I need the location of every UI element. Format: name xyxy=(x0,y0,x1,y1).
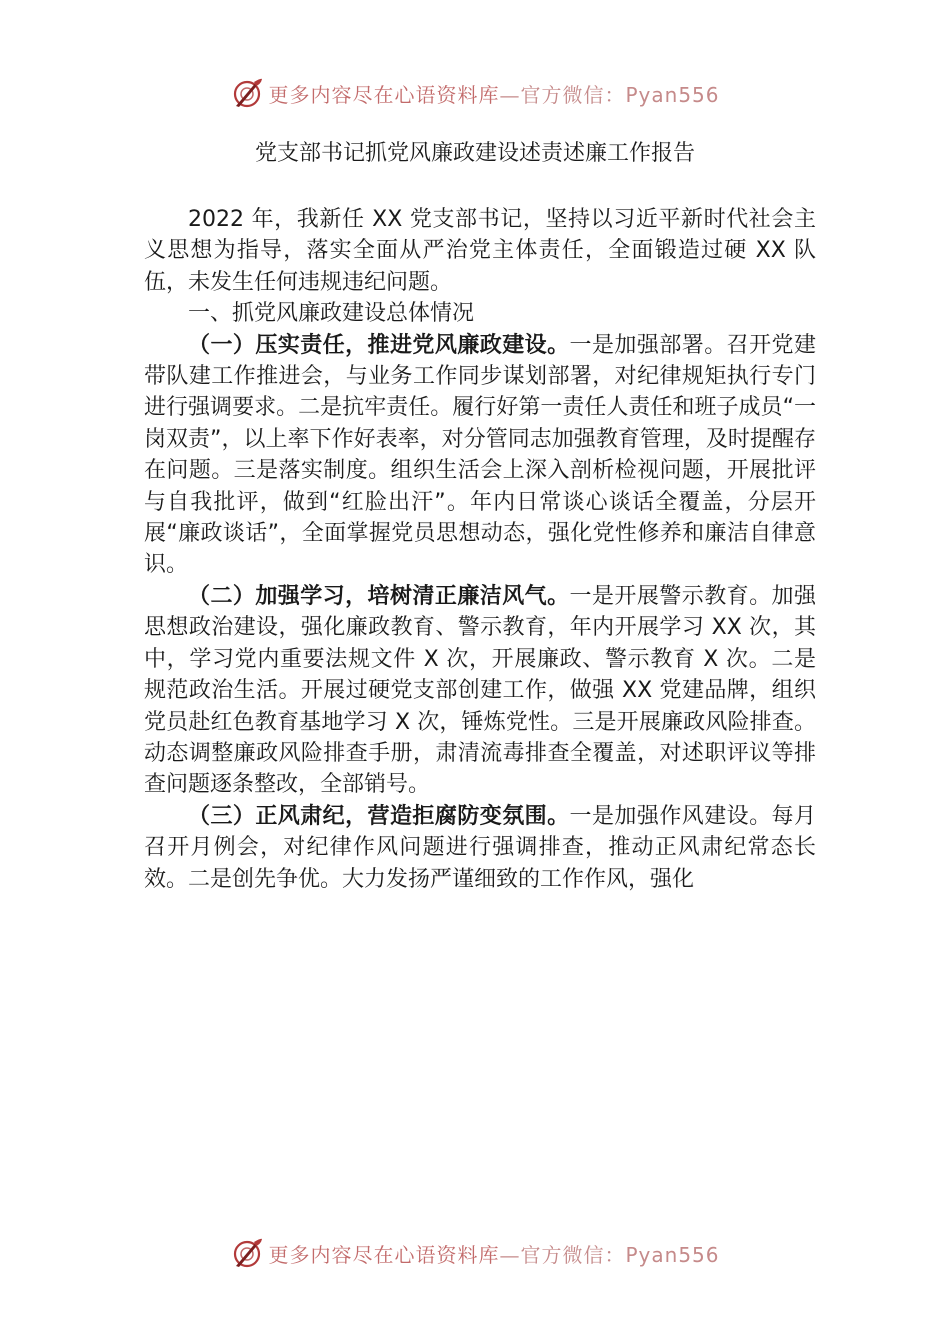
paragraph-3-text: 一是加强作风建设。每月召开月例会，对纪律作风问题进行强调排查，推动正风肃纪常态长效。二是创先争优。大力发扬严谨细致的工作作风，强化 xyxy=(144,803,816,892)
banner-wechat-id: Pyan556 xyxy=(625,82,720,107)
subheading-2: （二）加强学习，培树清正廉洁风气。 xyxy=(188,583,570,609)
quill-logo-icon xyxy=(230,1236,264,1270)
banner-wechat-id: Pyan556 xyxy=(625,1242,720,1267)
paragraph-1 xyxy=(144,330,816,581)
quill-logo-icon xyxy=(230,76,264,110)
subheading-1: （一）压实责任，推进党风廉政建设。 xyxy=(188,332,570,358)
header-banner xyxy=(0,68,950,118)
subheading-3: （三）正风肃纪，营造拒腐防变氛围。 xyxy=(188,803,570,829)
paragraph-2-text: 一是开展警示教育。加强思想政治建设，强化廉政教育、警示教育，年内开展学习 XX 次，其中，学习党内重要法规文件 X 次，开展廉政、警示教育 X 次。二是规范政治生活。开展过硬党支部创建工作，做强 XX 党建品牌，组织党员赴红色教育基地学习 X 次，锤炼党性。三是开展廉政风险排查。动态调整廉政风险排查手册，肃清流毒排查全覆盖，对述职评议等排查问题逐条整改，全部销号。 xyxy=(144,583,816,798)
section-heading-1: 一、抓党风廉政建设总体情况 xyxy=(188,301,475,327)
paragraph-3 xyxy=(144,801,816,895)
footer-banner xyxy=(0,1228,950,1278)
banner-site-text: 更多内容尽在心语资料库 xyxy=(268,82,500,107)
banner-wechat-label: —官方微信： xyxy=(499,1242,626,1267)
document-title: 党支部书记抓党风廉政建设述责述廉工作报告 xyxy=(254,141,695,166)
document-body xyxy=(144,204,816,895)
banner-site-text: 更多内容尽在心语资料库 xyxy=(268,1242,500,1267)
paragraph-intro: 2022 年，我新任 XX 党支部书记，坚持以习近平新时代社会主义思想为指导，落实全面从严治党主体责任，全面锻造过硬 XX 队伍，未发生任何违规违纪问题。 xyxy=(144,207,816,295)
paragraph-2 xyxy=(144,581,816,801)
paragraph-1-text: 一是加强部署。召开党建带队建工作推进会，与业务工作同步谋划部署，对纪律规矩执行专门进行强调要求。二是抗牢责任。履行好第一责任人责任和班子成员“一岗双责”，以上率下作好表率，对分管同志加强教育管理，及时提醒存在问题。三是落实制度。组织生活会上深入剖析检视问题，开展批评与自我批评，做到“红脸出汗”。年内日常谈心谈话全覆盖，分层开展“廉政谈话”，全面掌握党员思想动态，强化党性修养和廉洁自律意识。 xyxy=(144,332,816,578)
banner-wechat-label: —官方微信： xyxy=(499,82,626,107)
